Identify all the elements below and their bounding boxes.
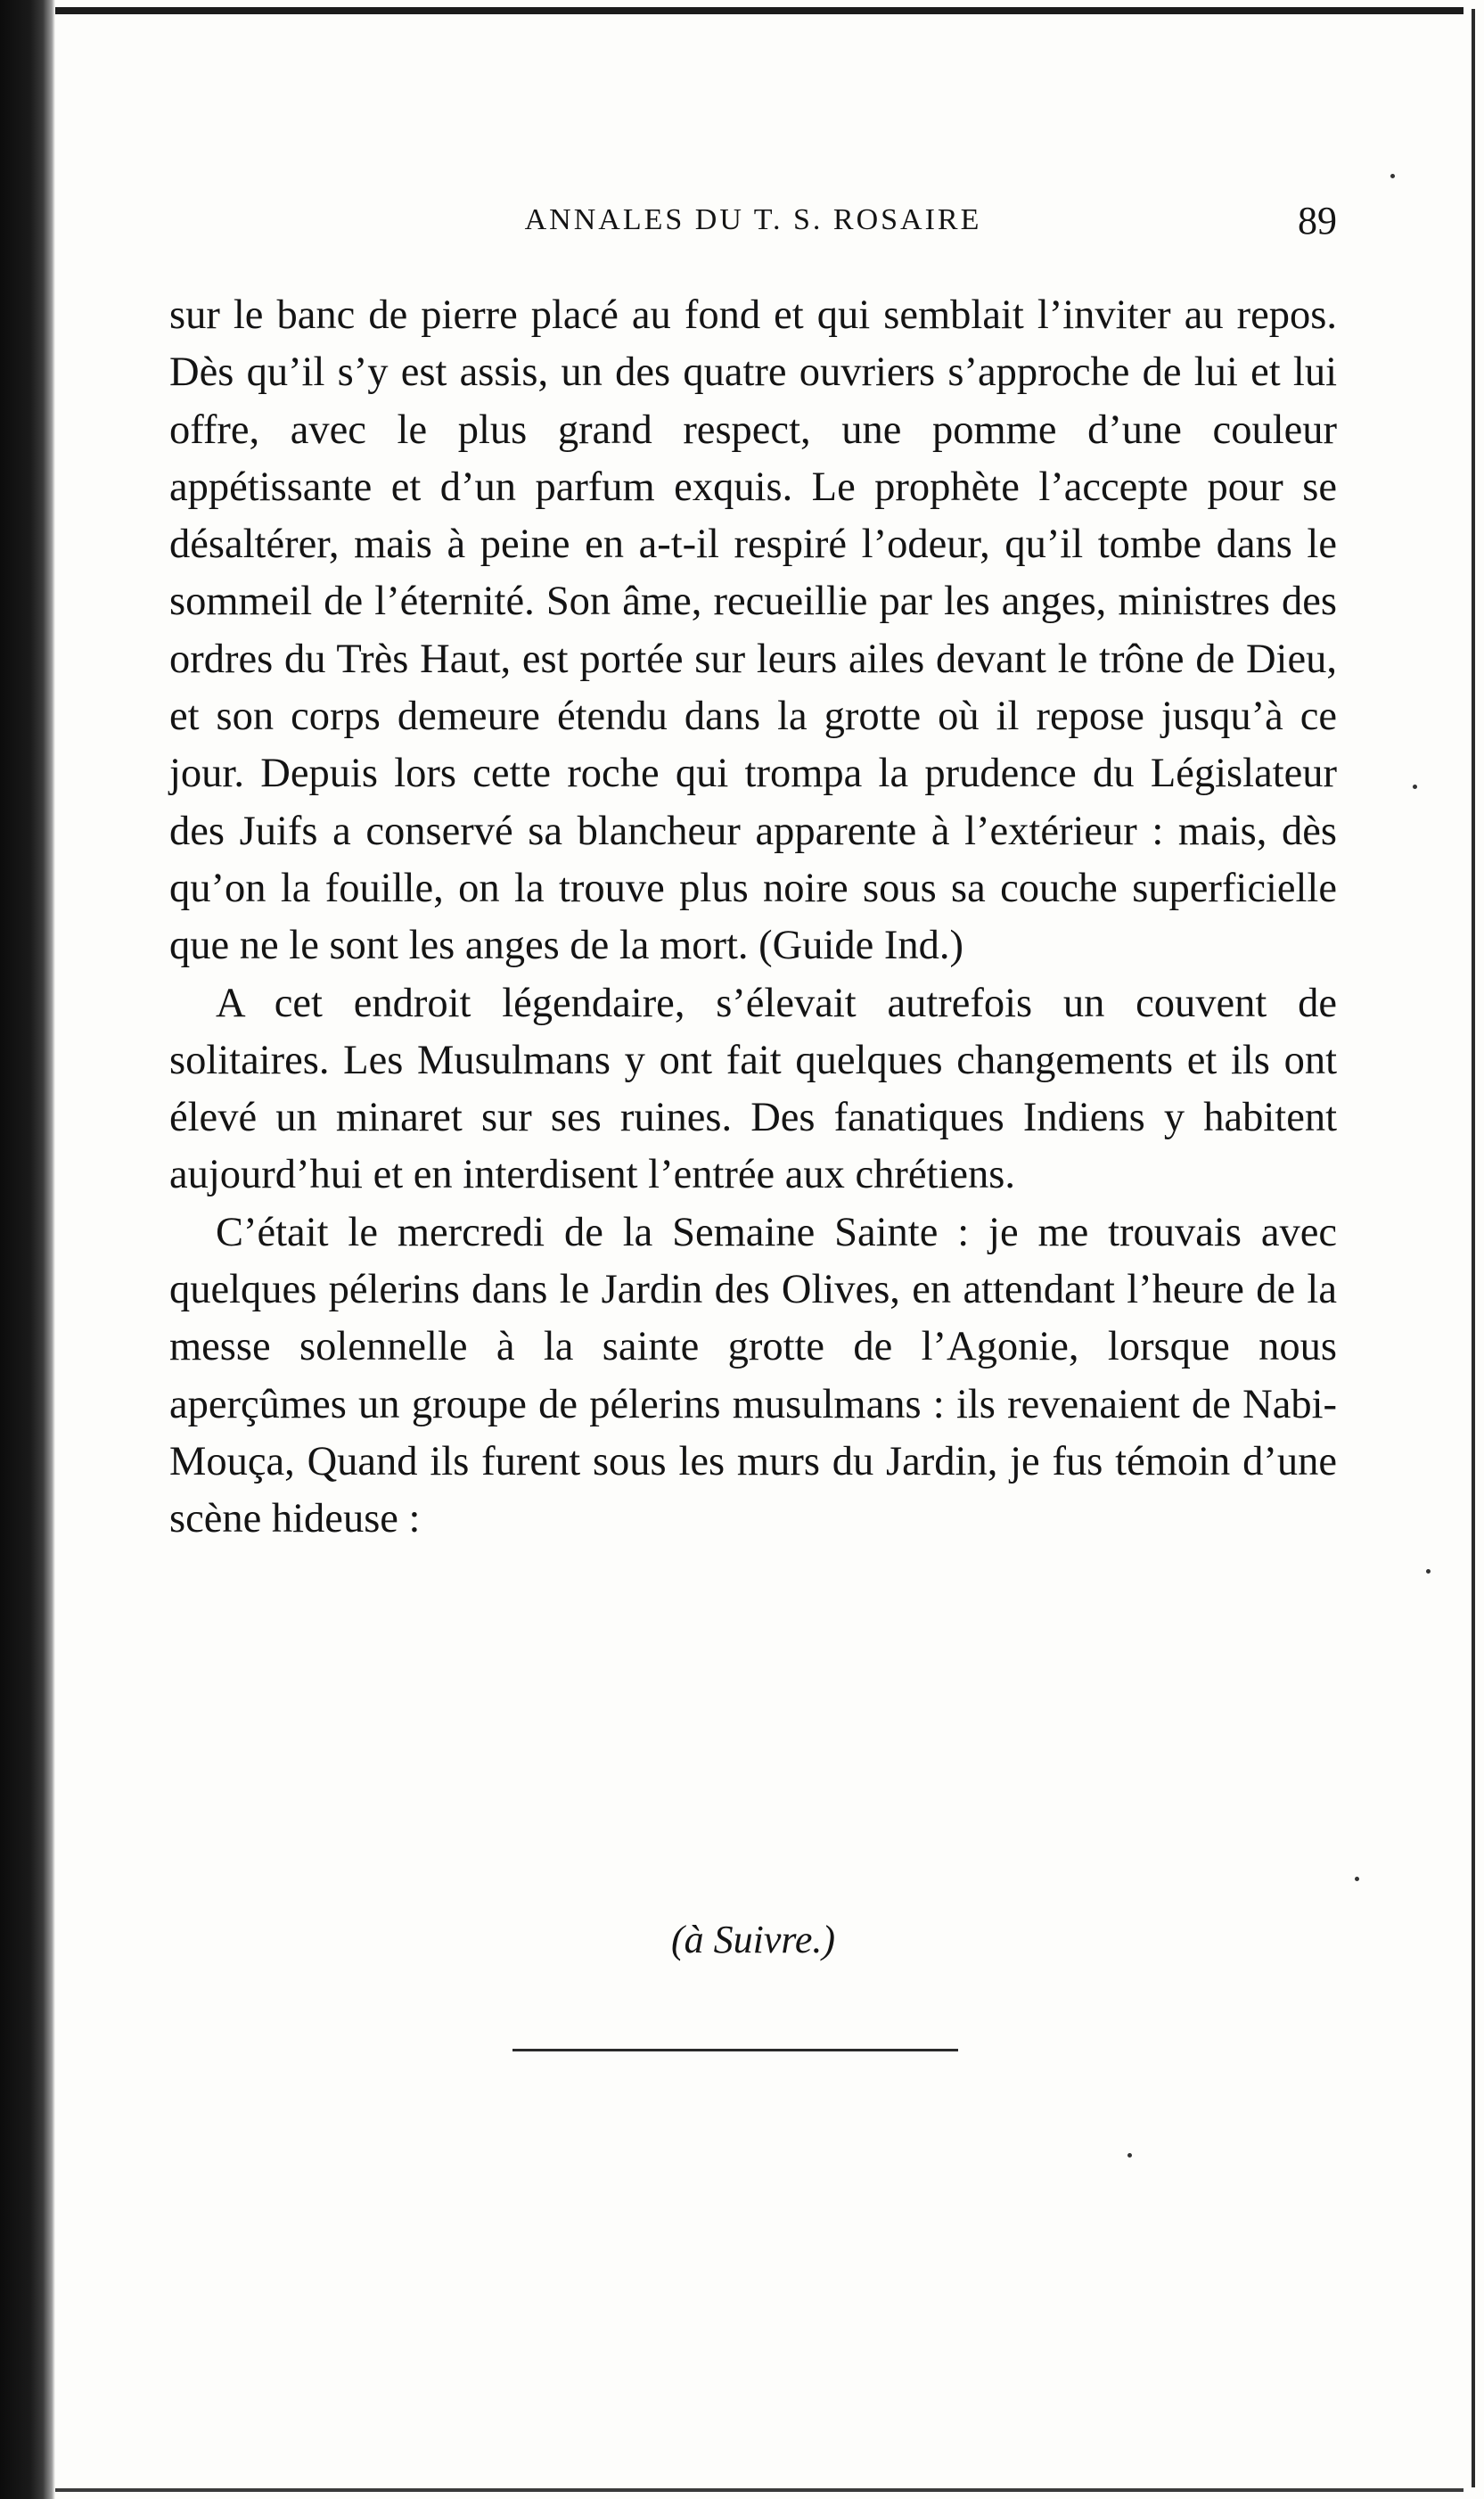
scan-speck: [1390, 174, 1395, 178]
paragraph-1: sur le banc de pierre placé au fond et qui semblait l’inviter au repos. Dès qu’il s’y est assis, un des quatre ouvriers s’approche de lui et lui offre, avec le plus grand respect, une pomme d’une couleur appétissante et d’un parfum exquis. Le prophète l’accepte pour se désaltérer, mais à peine en a-t-il respiré l’odeur, qu’il tombe dans le sommeil de l’éternité. Son âme, recueillie par les anges, ministres des ordres du Très Haut, est portée sur leurs ailes devant le trône de Dieu, et son corps demeure étendu dans la grotte où il repose jusqu’à ce jour. Depuis lors cette roche qui trompa la prudence du Législateur des Juifs a conservé sa blancheur apparente à l’extérieur : mais, dès qu’on la fouille, on la trouve plus noire sous sa couche superficielle que ne le sont les anges de la mort. (Guide Ind.): [169, 292, 1337, 969]
page-binding-shadow: [0, 0, 55, 2499]
scan-speck: [1127, 2153, 1132, 2158]
scan-speck: [1355, 1877, 1359, 1881]
scan-speck: [1426, 1569, 1431, 1574]
page-body: [169, 287, 1337, 1549]
paragraph-2: A cet endroit légendaire, s’élevait autrefois un couvent de solitaires. Les Musulmans y ont fait quelques changements et ils ont élevé un minaret sur ses ruines. Des fanatiques Indiens y habitent aujourd’hui et en interdisent l’entrée aux chrétiens.: [169, 980, 1337, 1198]
paragraph-3: C’était le mercredi de la Semaine Sainte : je me trouvais avec quelques pélerins dans le Jardin des Olives, en attendant l’heure de la messe solennelle à la sainte grotte de l’Agonie, lorsque nous aperçûmes un groupe de pélerins musulmans : ils revenaient de Nabi-Mouça, Quand ils furent sous les murs du Jardin, je fus témoin d’une scène hideuse :: [169, 1209, 1337, 1542]
continuation-note: (à Suivre.): [670, 1918, 836, 1961]
end-rule: [512, 2049, 958, 2051]
scan-edge-top: [55, 7, 1464, 14]
running-head: ANNALES DU T. S. ROSAIRE: [524, 203, 982, 236]
scan-speck: [1413, 785, 1417, 789]
scan-edge-bottom: [55, 2488, 1464, 2492]
page-header: [169, 199, 1337, 257]
page-number: 89: [1298, 199, 1337, 243]
scan-edge-right: [1472, 9, 1475, 2487]
